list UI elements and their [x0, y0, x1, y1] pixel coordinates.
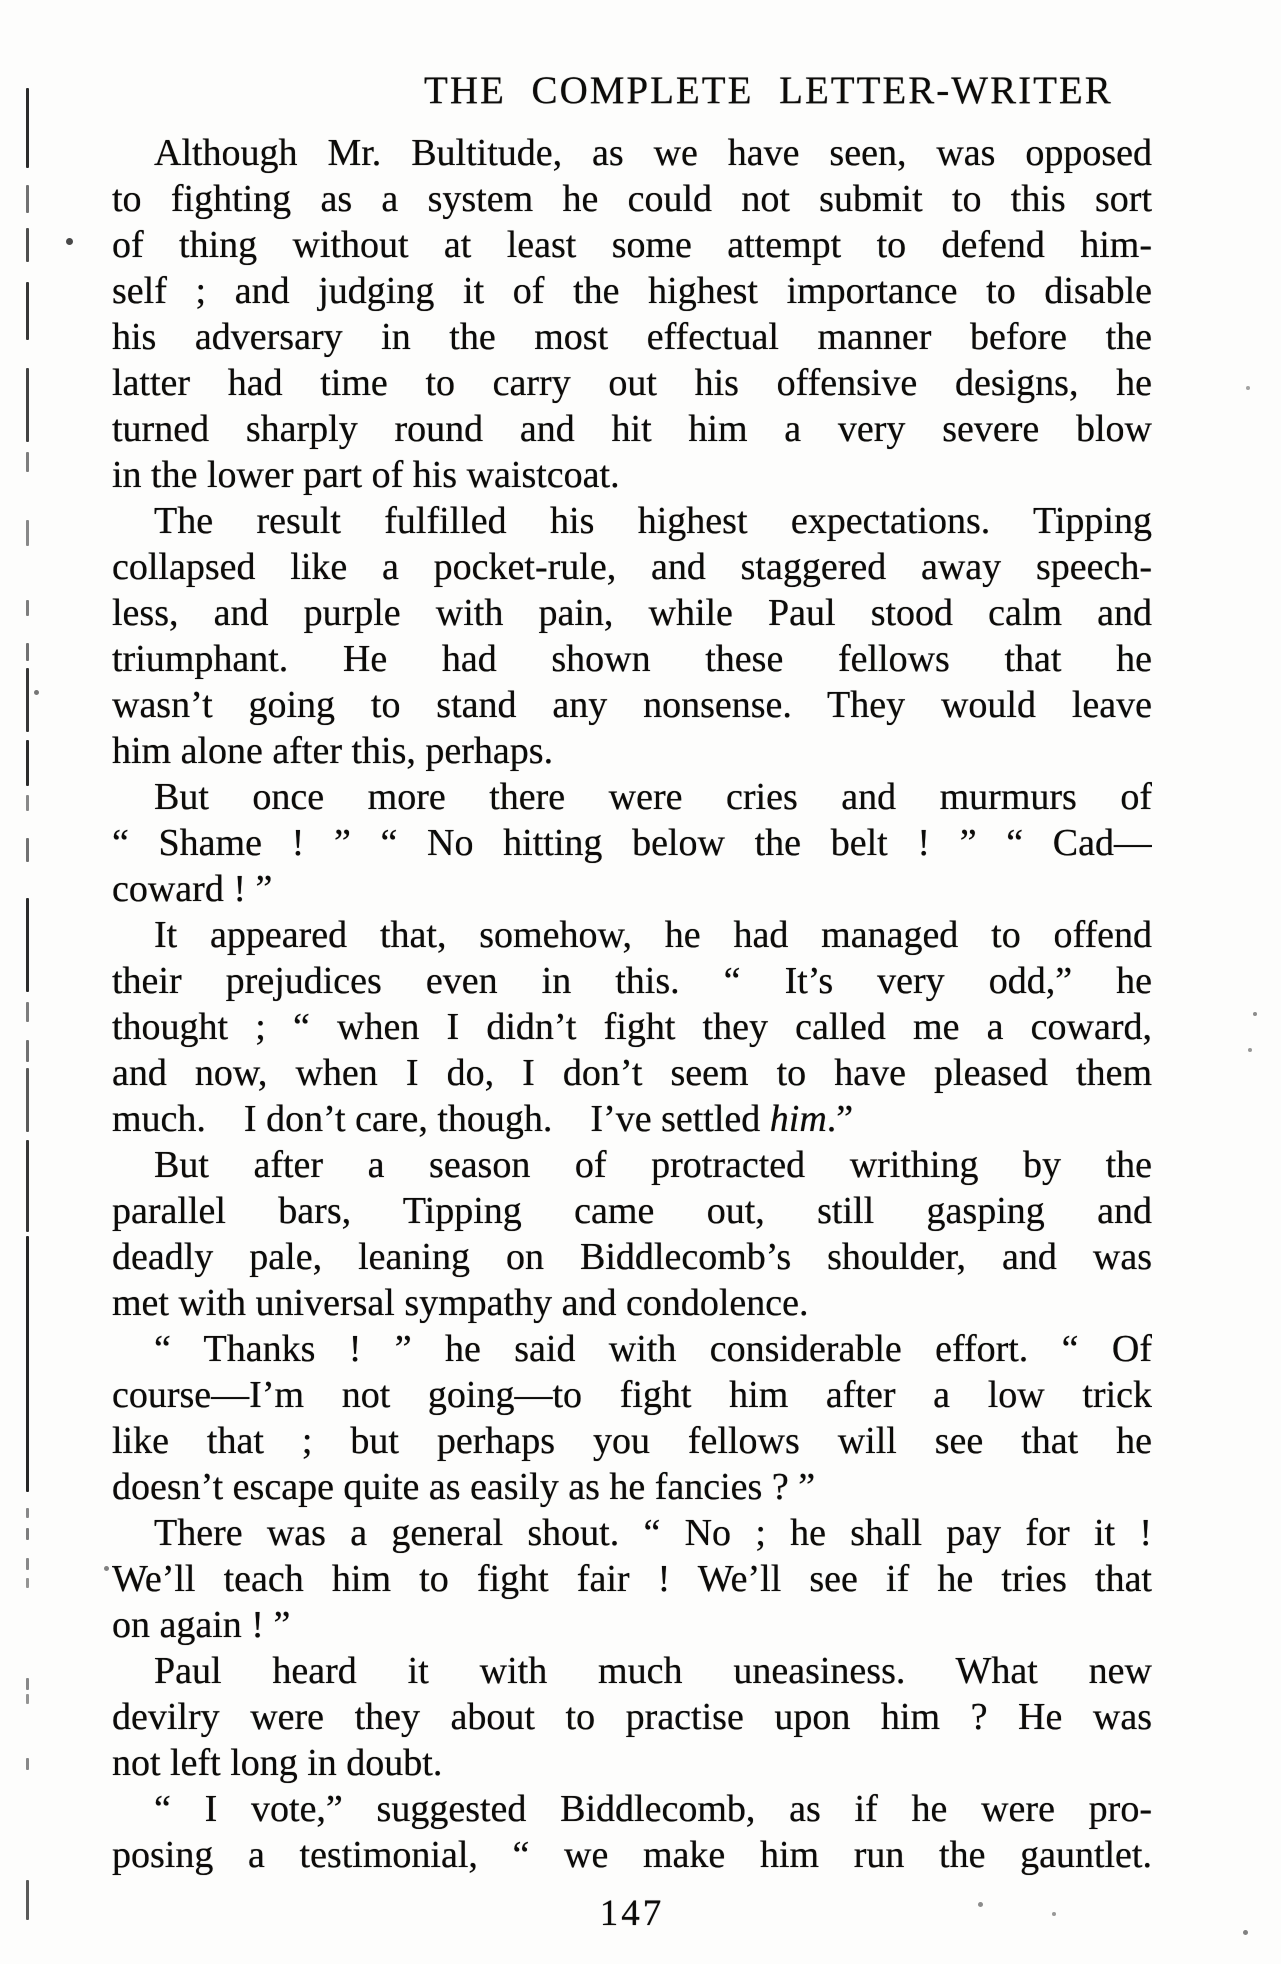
scan-artifact-dash — [26, 838, 29, 862]
scan-artifact-dash — [26, 898, 29, 992]
text-line: their prejudices even in this. “ It’s very odd,” he — [112, 960, 1152, 1002]
scan-artifact-dash — [26, 740, 29, 786]
scan-artifact-dash — [26, 185, 29, 213]
text-line: self ; and judging it of the highest importance to disable — [112, 270, 1152, 312]
text-line: wasn’t going to stand any nonsense. They would leave — [112, 684, 1152, 726]
scan-artifact-dash — [26, 1558, 29, 1570]
text-line: met with universal sympathy and condolence. — [112, 1282, 809, 1324]
text-line: less, and purple with pain, while Paul stood calm and — [112, 592, 1152, 634]
scan-artifact-dash — [26, 1528, 29, 1540]
text-line: “ Thanks ! ” he said with considerable effort. “ Of — [154, 1328, 1152, 1370]
ink-speck — [1243, 1930, 1248, 1935]
ink-speck — [1248, 1048, 1252, 1052]
scan-artifact-dash — [26, 1880, 29, 1920]
scan-artifact-dash — [26, 600, 29, 616]
ink-speck — [1246, 386, 1250, 390]
ink-speck — [104, 1566, 109, 1571]
page-number: 147 — [599, 1893, 665, 1934]
scan-artifact-dash — [26, 1140, 29, 1232]
scan-artifact-dash — [26, 1678, 29, 1690]
text-line: Although Mr. Bultitude, as we have seen, was opposed — [154, 132, 1152, 174]
text-line: parallel bars, Tipping came out, still gasping and — [112, 1190, 1152, 1232]
scan-artifact-dash — [26, 668, 29, 732]
text-line: course—I’m not going—to fight him after a low trick — [112, 1374, 1152, 1416]
text-line: him alone after this, perhaps. — [112, 730, 554, 772]
ink-speck — [978, 1902, 983, 1907]
ink-speck — [66, 238, 73, 245]
scan-artifact-dash — [26, 1002, 29, 1022]
text-line: like that ; but perhaps you fellows will see that he — [112, 1420, 1152, 1462]
text-line: his adversary in the most effectual manner before the — [112, 316, 1152, 358]
text-line: deadly pale, leaning on Biddlecomb’s shoulder, and was — [112, 1236, 1152, 1278]
text-line: triumphant. He had shown these fellows that he — [112, 638, 1152, 680]
scan-artifact-dash — [26, 1040, 29, 1062]
scan-artifact-dash — [26, 1508, 29, 1518]
text-line: Paul heard it with much uneasiness. What new — [154, 1650, 1152, 1692]
ink-speck — [1253, 1012, 1257, 1016]
text-line: much. I don’t care, though. I’ve settled him.” — [112, 1098, 854, 1140]
text-line: doesn’t escape quite as easily as he fancies ? ” — [112, 1466, 816, 1508]
text-line: But after a season of protracted writhing by the — [154, 1144, 1152, 1186]
italic-text: him — [769, 1098, 827, 1140]
text-line: in the lower part of his waistcoat. — [112, 454, 620, 496]
scan-artifact-dash — [26, 1758, 29, 1770]
scan-artifact-dash — [26, 282, 29, 340]
text-line: posing a testimonial, “ we make him run the gauntlet. — [112, 1834, 1152, 1876]
scan-artifact-dash — [26, 1068, 29, 1132]
text-block — [112, 130, 1152, 1878]
scan-artifact-dash — [26, 795, 29, 811]
text-line: It appeared that, somehow, he had managed to offend — [154, 914, 1152, 956]
text-line: “ I vote,” suggested Biddlecomb, as if he were pro- — [154, 1788, 1152, 1830]
scan-artifact-dash — [26, 1236, 29, 1492]
text-line: turned sharply round and hit him a very severe blow — [112, 408, 1152, 450]
scan-artifact-dash — [26, 228, 29, 262]
running-head: THE COMPLETE LETTER-WRITER — [424, 69, 1113, 112]
text-line: on again ! ” — [112, 1604, 291, 1646]
text-line: latter had time to carry out his offensive designs, he — [112, 362, 1152, 404]
text-line: The result fulfilled his highest expectations. Tipping — [154, 500, 1152, 542]
ink-speck — [34, 690, 39, 695]
text-line: “ Shame ! ” “ No hitting below the belt ! ” “ Cad— — [112, 822, 1152, 864]
text-line: coward ! ” — [112, 868, 273, 910]
text-line: to fighting as a system he could not submit to this sort — [112, 178, 1152, 220]
text-line: devilry were they about to practise upon him ? He was — [112, 1696, 1152, 1738]
text-line: collapsed like a pocket-rule, and staggered away speech- — [112, 546, 1152, 588]
text-line: and now, when I do, I don’t seem to have pleased them — [112, 1052, 1152, 1094]
scan-artifact-dash — [26, 1694, 29, 1704]
text-line: not left long in doubt. — [112, 1742, 443, 1784]
text-line: thought ; “ when I didn’t fight they called me a coward, — [112, 1006, 1152, 1048]
text-line: We’ll teach him to fight fair ! We’ll see if he tries that — [112, 1558, 1152, 1600]
scan-artifact-dash — [26, 1578, 29, 1588]
text-line: There was a general shout. “ No ; he shall pay for it ! — [154, 1512, 1152, 1554]
scan-artifact-dash — [26, 520, 29, 546]
scan-artifact-dash — [26, 643, 29, 661]
text-line: But once more there were cries and murmurs of — [154, 776, 1152, 818]
text-line: of thing without at least some attempt to defend him- — [112, 224, 1152, 266]
scan-artifact-dash — [26, 452, 29, 472]
scan-artifact-dash — [26, 88, 29, 168]
ink-speck — [1052, 1912, 1056, 1916]
scan-artifact-dash — [26, 368, 29, 442]
